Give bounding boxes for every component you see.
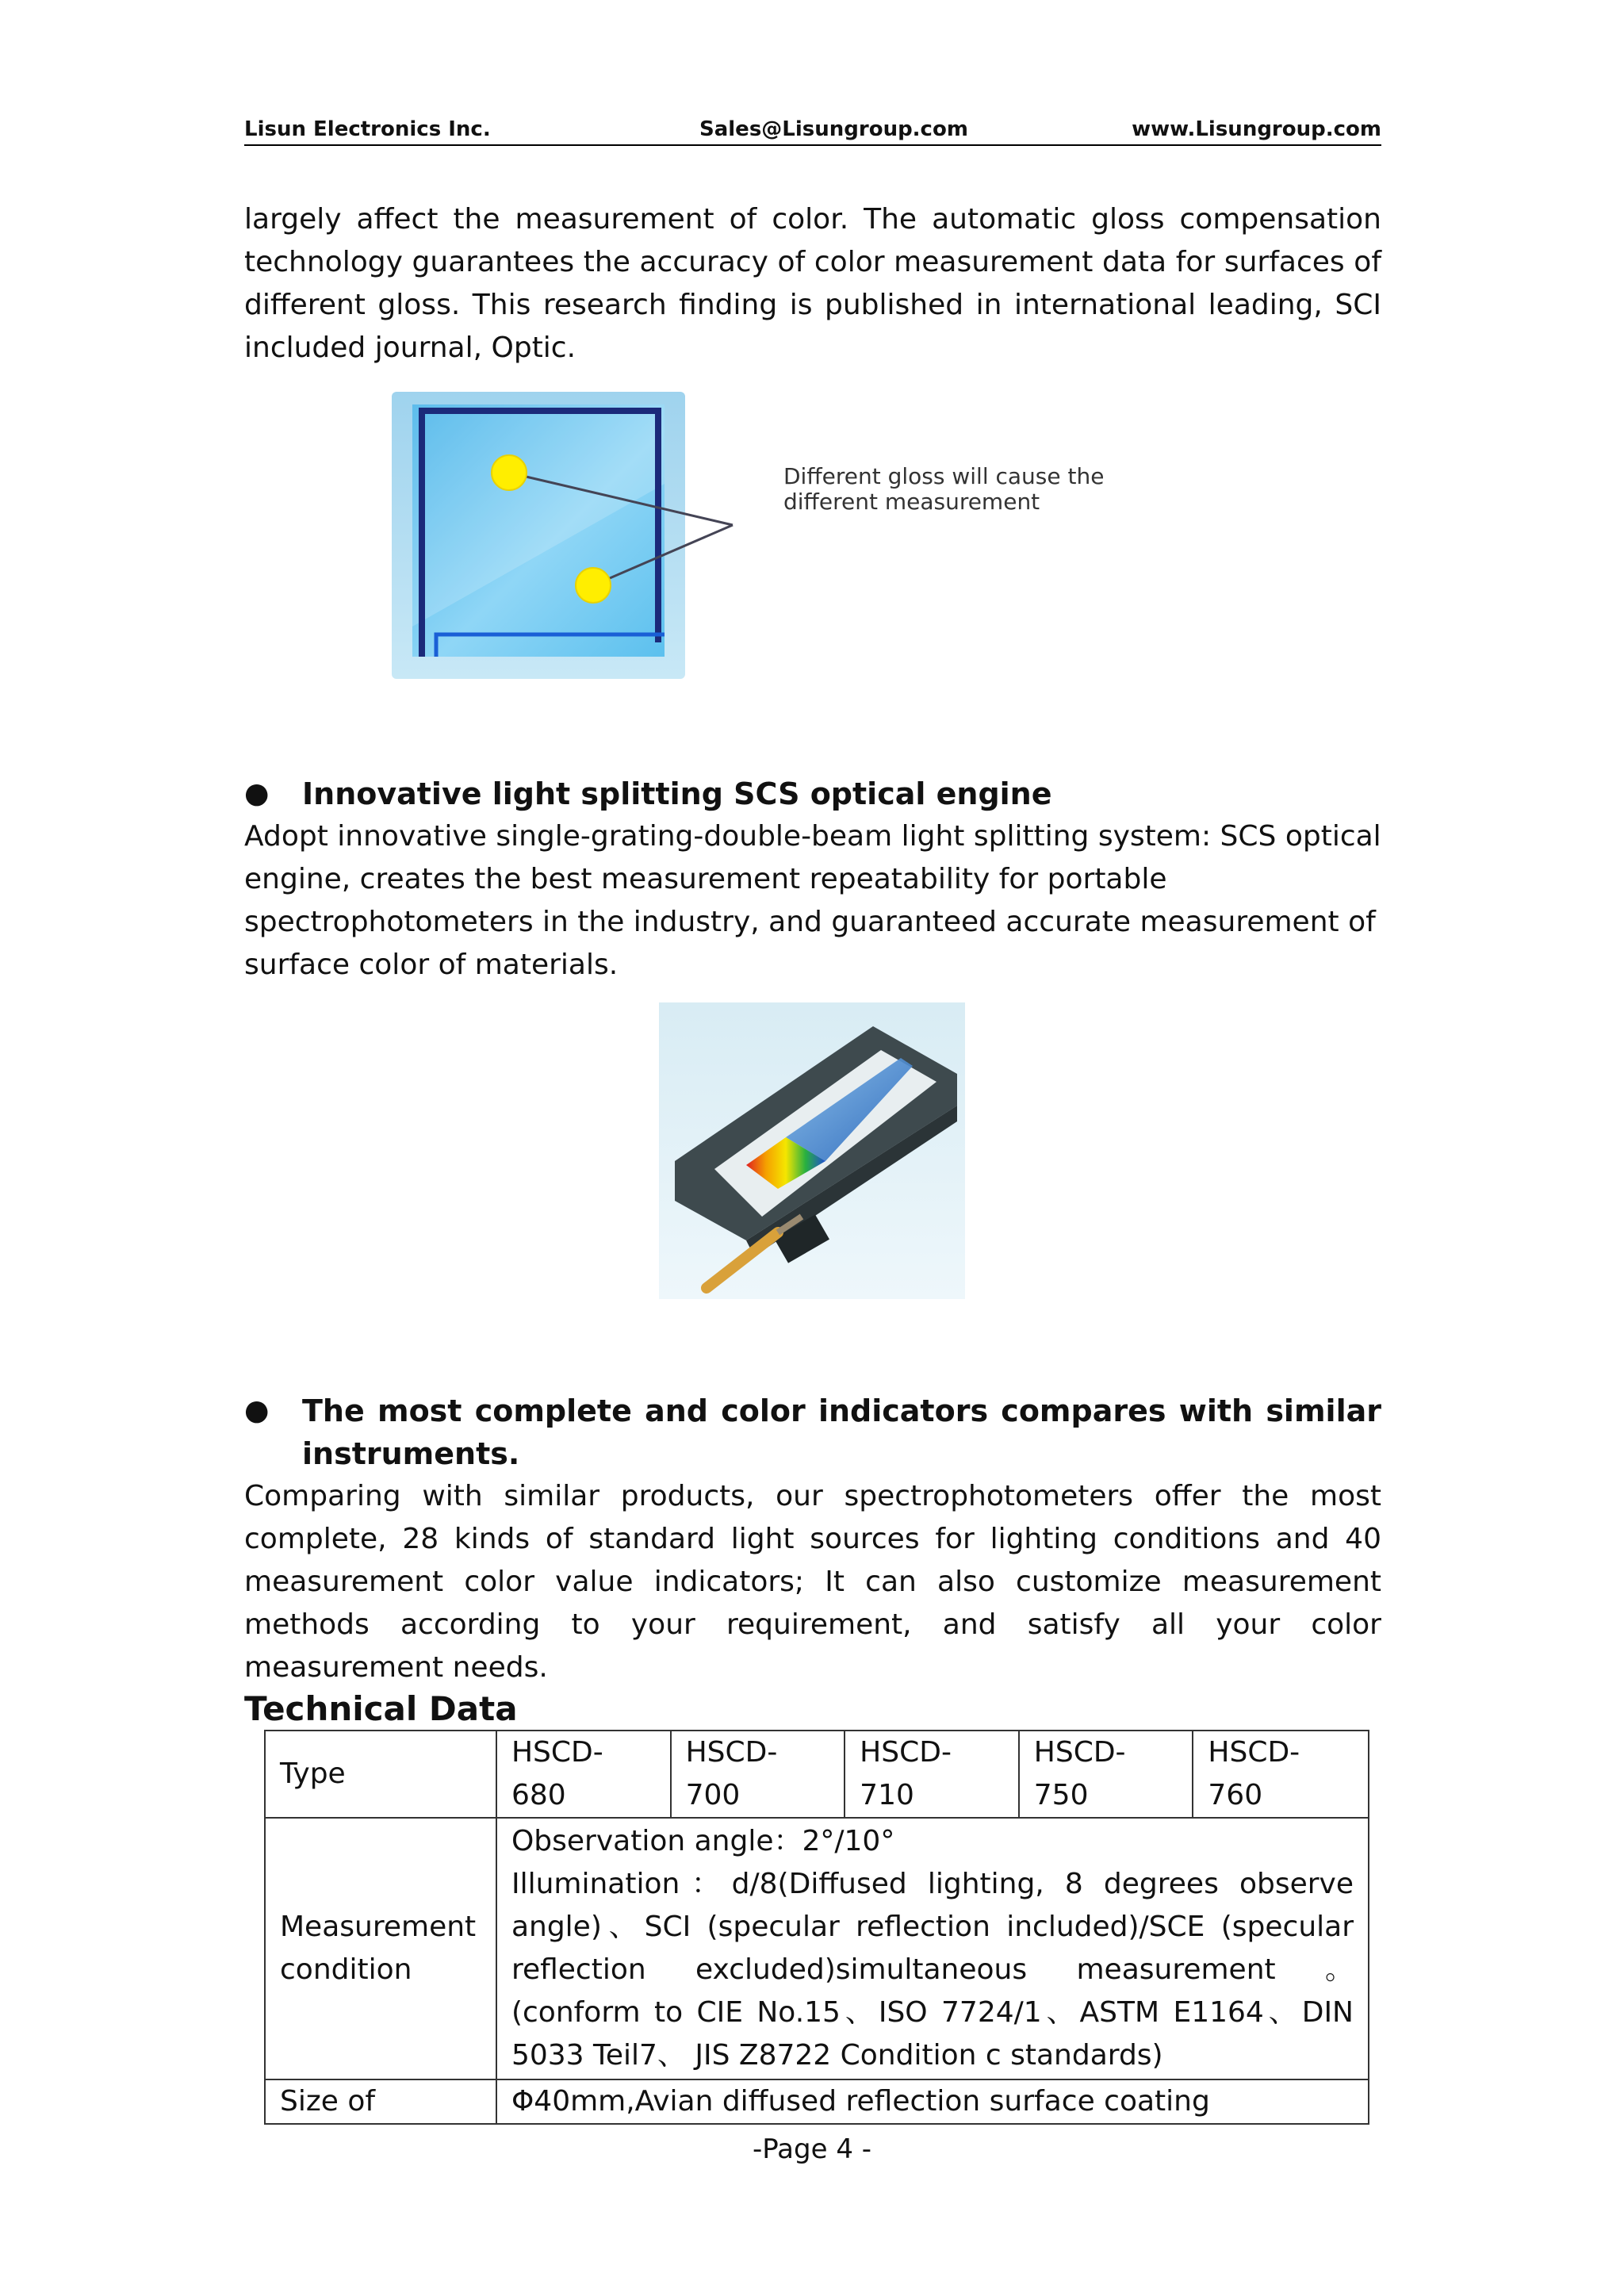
condition-label-line-2: condition bbox=[280, 1953, 412, 1986]
condition-value-cell bbox=[496, 1818, 1369, 2079]
technical-data-title: Technical Data bbox=[244, 1689, 518, 1728]
section-scs-heading: ● Innovative light splitting SCS optical engine bbox=[244, 772, 1381, 815]
bullet-dot-icon: ● bbox=[244, 777, 270, 810]
section-indicators-heading: ● The most complete and color indicators compares with similar instruments. bbox=[244, 1389, 1381, 1475]
model-cell: HSCD-680 bbox=[496, 1731, 671, 1818]
measure-point-1 bbox=[492, 455, 527, 490]
gloss-figure bbox=[389, 389, 1126, 690]
model-cell: HSCD-760 bbox=[1193, 1731, 1369, 1818]
header-company: Lisun Electronics Inc. bbox=[244, 117, 491, 141]
bullet-dot-icon: ● bbox=[244, 1394, 270, 1427]
condition-details: Illumination：d/8(Diffused lighting, 8 degrees observe angle)、SCI (specular reflection included)/SCE (specular reflection excluded)simultaneous measurement 。 (conform to CIE No.15、ISO 7724/1、ASTM E1164、DIN 5033 Teil7、 JIS Z8722 Condition c standards) bbox=[511, 1868, 1354, 2072]
size-label-cell: Size of bbox=[265, 2079, 496, 2124]
condition-observation-angle: Observation angle：2°/10° bbox=[511, 1825, 895, 1857]
measure-point-2 bbox=[576, 568, 611, 603]
technical-data-table bbox=[264, 1730, 1369, 2125]
model-cell: HSCD-750 bbox=[1019, 1731, 1193, 1818]
condition-label-line-1: Measurement bbox=[280, 1911, 477, 1943]
intro-paragraph: largely affect the measurement of color. The automatic gloss compensation technology guarantees the accuracy of color measurement data for surfaces of different gloss. This research finding is published in international leading, SCI included journal, Optic. bbox=[244, 203, 1381, 364]
page-number: -Page 4 - bbox=[752, 2133, 872, 2165]
table-row-type bbox=[265, 1731, 1369, 1818]
header-email[interactable]: Sales@Lisungroup.com bbox=[699, 117, 968, 141]
page-header bbox=[244, 116, 1381, 146]
section-scs-body: Adopt innovative single-grating-double-beam light splitting system: SCS optical engine, creates the best measurement repeatability for portable spectrophotometers in the industry, and guaranteed accurate measurement of surface color of materials. bbox=[244, 820, 1381, 981]
table-row-condition bbox=[265, 1818, 1369, 2079]
gloss-caption-line-2: different measurement bbox=[783, 489, 1040, 515]
header-website[interactable]: www.Lisungroup.com bbox=[1132, 117, 1381, 141]
gloss-caption-line-1: Different gloss will cause the bbox=[783, 463, 1105, 489]
model-cell: HSCD-710 bbox=[845, 1731, 1019, 1818]
optical-engine-figure bbox=[659, 1002, 965, 1299]
type-label-cell: Type bbox=[265, 1731, 496, 1818]
section-indicators-body: Comparing with similar products, our spectrophotometers offer the most complete, 28 kinds of standard light sources for lighting conditions and 40 measurement color value indicators; It can also customize measurement methods according to your requirement, and satisfy all your color measurement needs. bbox=[244, 1480, 1381, 1684]
model-cell: HSCD-700 bbox=[671, 1731, 845, 1818]
condition-label-cell bbox=[265, 1818, 496, 2079]
size-value-cell: Φ40mm,Avian diffused reflection surface coating bbox=[496, 2079, 1369, 2124]
table-row-size bbox=[265, 2079, 1369, 2124]
